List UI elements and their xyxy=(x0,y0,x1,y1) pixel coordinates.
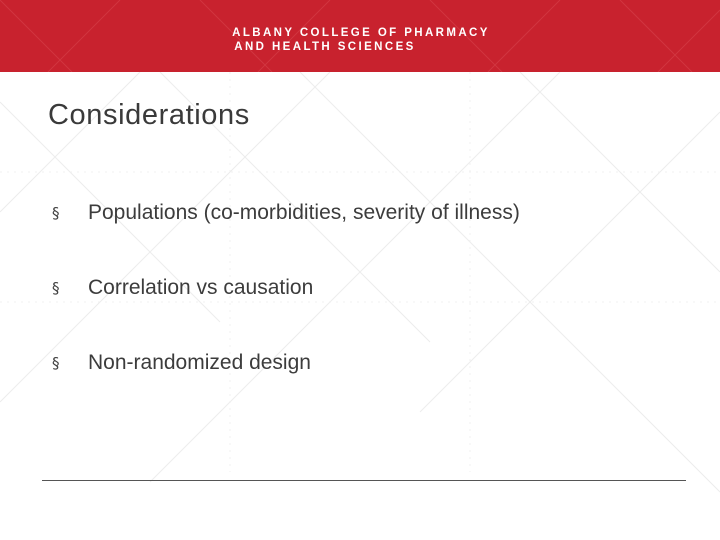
header-banner xyxy=(0,0,720,72)
bullet-item xyxy=(52,348,520,378)
bullet-item xyxy=(52,198,520,228)
bullet-text: Populations (co-morbidities, severity of illness) xyxy=(88,201,520,224)
bullet-marker-icon: § xyxy=(52,354,60,372)
college-name xyxy=(0,26,720,54)
college-name-line-1: ALBANY COLLEGE OF PHARMACY xyxy=(232,27,490,39)
bullet-text: Correlation vs causation xyxy=(88,276,314,299)
bullet-text: Non-randomized design xyxy=(88,351,311,374)
bullet-item xyxy=(52,273,520,303)
footer-divider xyxy=(42,480,686,481)
bullet-list xyxy=(52,198,520,423)
bullet-marker-icon: § xyxy=(52,204,60,222)
bullet-marker-icon: § xyxy=(52,279,60,297)
slide-title: Considerations xyxy=(48,99,250,131)
college-name-line-2: AND HEALTH SCIENCES xyxy=(234,41,416,53)
